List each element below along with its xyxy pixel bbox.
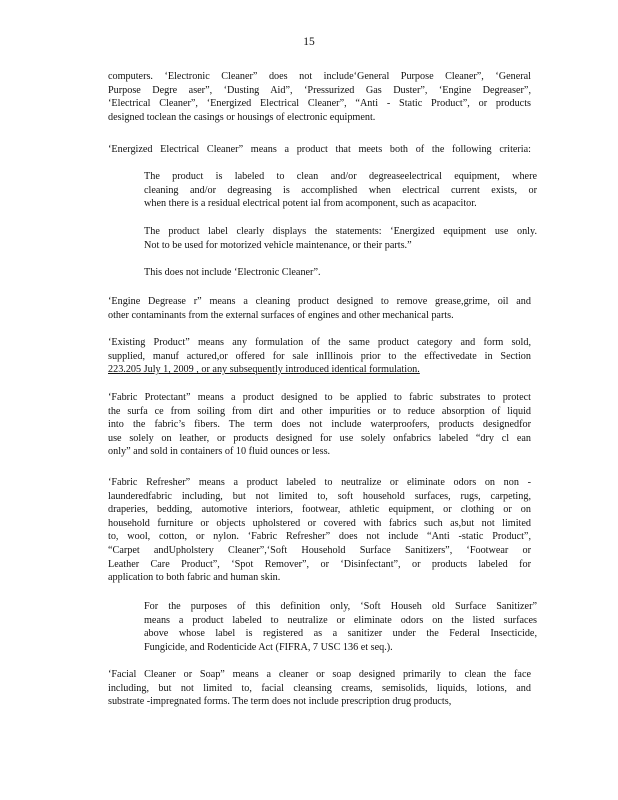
text-line: substrate -impregnated forms. The term does not include prescription drug products, <box>108 696 452 708</box>
text-line: application to both fabric and human skin. <box>108 572 281 584</box>
text-line: ‘Electrical Cleaner”, ‘Energized Electrical Cleaner”, “Anti - Static Product”, or products <box>108 98 531 110</box>
text-line: ‘Existing Product” means any formulation of the same product category and form sold, <box>108 337 531 348</box>
paragraph-fabric-refresher-definition <box>108 476 531 585</box>
text-line: draperies, bedding, automotive interiors, footwear, athletic equipment, or clothing or on <box>108 504 531 516</box>
text-line: including, but not limited to, facial cleansing creams, semisolids, liquids, lotions, and <box>108 682 531 694</box>
text-line: when there is a residual electrical potent ial from acomponent, such as acapacitor. <box>144 198 477 210</box>
text-line: “Carpet andUpholstery Cleaner”,‘Soft Household Surface Sanitizers”, ‘Footwear or <box>108 544 531 556</box>
text-line: Not to be used for motorized vehicle maintenance, or their parts.” <box>144 239 412 251</box>
paragraph-energized-electrical-cleaner-definition <box>108 143 531 157</box>
text-line: For the purposes of this definition only, ‘Soft Househ old Surface Sanitizer” <box>144 601 537 612</box>
paragraph-facial-cleaner-definition <box>108 668 531 709</box>
text-line: The product label clearly displays the statements: ‘Energized equipment use only. <box>144 226 537 237</box>
paragraph-fabric-protectant-definition <box>108 391 531 459</box>
text-line: ‘Facial Cleaner or Soap” means a cleaner or soap designed primarily to clean the face <box>108 669 531 680</box>
text-line: ‘Fabric Protectant” means a product designed to be applied to fabric substrates to protect <box>108 392 531 403</box>
paragraph-electronic-cleaner-exclusions <box>108 70 531 124</box>
text-line: to, wool, cotton, or nylon. ‘Fabric Refresher” does not include “Anti -static Product”, <box>108 531 531 543</box>
text-line: supplied, manuf actured,or offered for sale inIllinois prior to the effectivedate in Section <box>108 350 531 362</box>
text-line: ‘Fabric Refresher” means a product labeled to neutralize or eliminate odors on non - <box>108 477 531 488</box>
page-number: 15 <box>303 36 315 48</box>
text-line: above whose label is registered as a sanitizer under the Federal Insecticide, <box>144 628 537 640</box>
text-line: 223.205 July 1, 2009 , or any subsequently introduced identical formulation. <box>108 364 420 376</box>
text-line: ‘Engine Degrease r” means a cleaning product designed to remove grease,grime, oil and <box>108 296 531 307</box>
text-line: Fungicide, and Rodenticide Act (FIFRA, 7 USC 136 et seq.). <box>144 641 393 653</box>
paragraph-engine-degreaser-definition <box>108 295 531 322</box>
paragraph-criterion-labeled <box>144 170 537 211</box>
text-line: Leather Care Product”, ‘Spot Remover”, or ‘Disinfectant”, or products labeled for <box>108 558 531 570</box>
text-line: household furniture or objects upholstered or covered with fabrics such as,but not limited <box>108 517 531 529</box>
text-line: means a product labeled to neutralize or eliminate odors on the listed surfaces <box>144 614 537 626</box>
text-line: This does not include ‘Electronic Cleaner”. <box>144 267 321 278</box>
paragraph-criterion-label-statement <box>144 225 537 252</box>
paragraph-existing-product-definition <box>108 336 531 377</box>
text-line: designed toclean the casings or housings of electronic equipment. <box>108 111 376 123</box>
paragraph-exclusion-note <box>144 266 537 280</box>
text-line: the surfa ce from soiling from dirt and other impurities or to reduce absorption of liquid <box>108 405 531 417</box>
text-line: ‘Energized Electrical Cleaner” means a product that meets both of the following criteria: <box>108 144 531 155</box>
text-line: Purpose Degre aser”, ‘Dusting Aid”, ‘Pressurized Gas Duster”, ‘Engine Degreaser”, <box>108 84 531 96</box>
paragraph-soft-household-surface-sanitizer-note <box>144 600 537 654</box>
text-line: launderedfabric including, but not limited to, soft household surfaces, rugs, carpeting, <box>108 490 531 502</box>
text-line: other contaminants from the external surfaces of engines and other mechanical parts. <box>108 309 454 321</box>
text-line: only” and sold in containers of 10 fluid ounces or less. <box>108 446 331 458</box>
text-line: into the fabric’s fibers. The term does not include waterproofers, products designedfor <box>108 419 531 431</box>
text-line: The product is labeled to clean and/or degreaseelectrical equipment, where <box>144 171 537 182</box>
text-line: cleaning and/or degreasing is accomplished when electrical current exists, or <box>144 184 537 196</box>
text-line: use solely on leather, or products designed for use solely onfabrics labeled “dry cl ean <box>108 432 531 444</box>
text-line: computers. ‘Electronic Cleaner” does not include‘General Purpose Cleaner”, ‘General <box>108 71 531 82</box>
